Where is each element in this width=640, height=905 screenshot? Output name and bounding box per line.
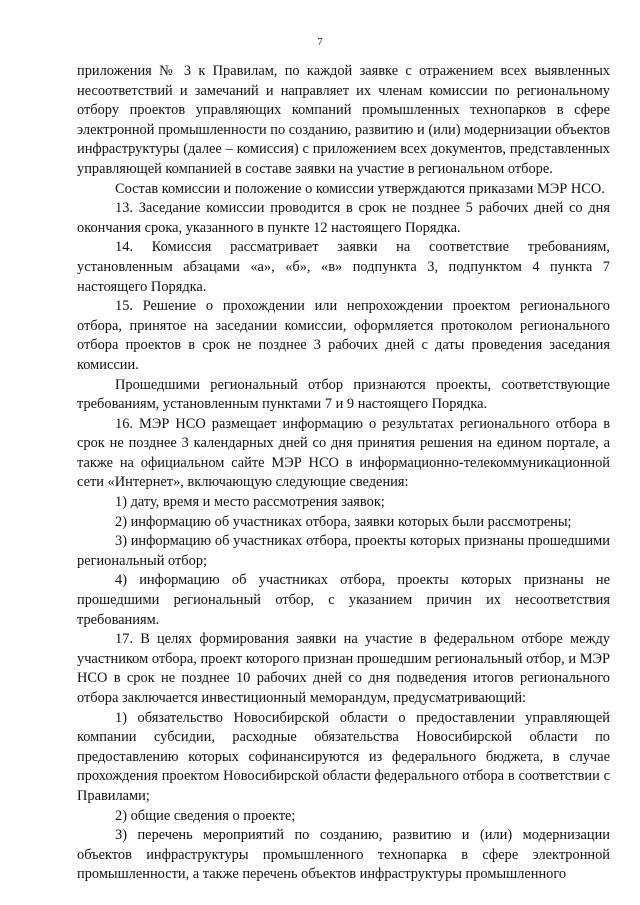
paragraph-item-17: 17. В целях формирования заявки на участие в федеральном отборе между участником отбора, проект которого признан прошедшим региональный отбор, и МЭР НСО в срок не позднее 10 рабочих дней со дня подведения итогов регионального отбора заключается инвестиционный меморандум, предусматривающий: <box>77 631 610 706</box>
paragraph-item-16-sub-3: 3) информацию об участниках отбора, проекты которых признаны прошедшими региональный отбор; <box>77 533 610 569</box>
paragraph-continuation: приложения № 3 к Правилам, по каждой заявке с отражением всех выявленных несоответствий и замечаний и направляет их членам комиссии по региональному отбору проектов управляющих компаний промышленных технопарков в сфере электронной промышленности по созданию, развитию и (или) модернизации объектов инфраструктуры (далее – комиссия) с приложением всех документов, представленных управляющей компанией в составе заявки на участие в региональном отборе. <box>77 63 610 177</box>
paragraph-item-16-sub-4: 4) информацию об участниках отбора, проекты которых признаны не прошедшими региональный отбор, с указанием причин их несоответствия требованиям. <box>77 572 610 628</box>
document-body <box>77 62 610 885</box>
paragraph-passed-projects: Прошедшими региональный отбор признаются проекты, соответствующие требованиям, установленным пунктами 7 и 9 настоящего Порядка. <box>77 376 610 413</box>
paragraph-item-16: 16. МЭР НСО размещает информацию о результатах регионального отбора в срок не позднее 3 календарных дней со дня принятия решения на едином портале, а также на официальном сайте МЭР НСО в информационно-телекоммуникационной сети «Интернет», включающую следующие сведения: <box>77 415 610 491</box>
paragraph-item-17-sub-3: 3) перечень мероприятий по созданию, развитию и (или) модернизации объектов инфраструктуры промышленного технопарка в сфере электронной промышленности, а также перечень объектов инфраструктуры промышленного <box>77 827 610 883</box>
paragraph-item-17-sub-2: 2) общие сведения о проекте; <box>115 807 296 824</box>
page-number: 7 <box>317 36 323 48</box>
paragraph-item-17-sub-1: 1) обязательство Новосибирской области о предоставлении управляющей компании субсидии, расходные обязательства Новосибирской области по предоставлению которых софинансируются из федерального бюджета, в случае прохождения проектом Новосибирской области федерального отбора в соответствии с Правилами; <box>77 709 610 804</box>
paragraph-commission-composition: Состав комиссии и положение о комиссии утверждаются приказами МЭР НСО. <box>115 180 605 197</box>
paragraph-item-14: 14. Комиссия рассматривает заявки на соответствие требованиям, установленным абзацами «а», «б», «в» подпункта 3, подпунктом 4 пункта 7 настоящего Порядка. <box>77 239 610 295</box>
paragraph-item-13: 13. Заседание комиссии проводится в срок не позднее 5 рабочих дней со дня окончания срока, указанного в пункте 12 настоящего Порядка. <box>77 200 610 236</box>
paragraph-item-16-sub-2: 2) информацию об участниках отбора, заявки которых были рассмотрены; <box>115 513 572 530</box>
paragraph-item-16-sub-1: 1) дату, время и место рассмотрения заявок; <box>115 494 385 511</box>
paragraph-item-15: 15. Решение о прохождении или непрохождении проектом регионального отбора, принятое на заседании комиссии, оформляется протоколом регионального отбора проектов в срок не позднее 3 рабочих дней с даты проведения заседания комиссии. <box>77 298 610 373</box>
